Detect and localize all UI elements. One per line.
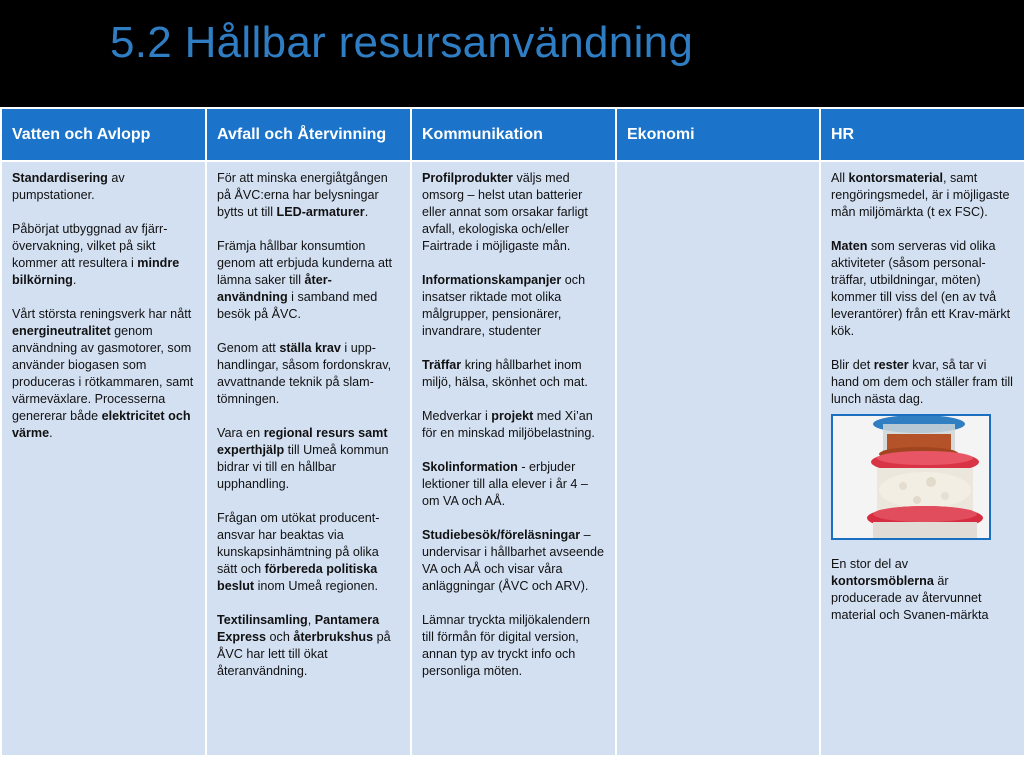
paragraph [422,272,605,340]
page-title: 5.2 Hållbar resursanvändning [110,18,694,67]
text: till Umeå kommun bidrar vi till en hållbar upphandling. [217,443,389,491]
bold-text: energineutralitet [12,324,111,338]
header-row [1,108,1024,161]
text: i samband med besök på ÅVC. [217,290,378,321]
text: . [364,205,369,219]
bold-text: elektricitet och värme [12,409,191,440]
cell-ekonomi [616,161,820,756]
text: . [72,273,77,287]
bold-text: ställa krav [279,341,341,355]
bold-text: rester [873,358,909,372]
paragraph [831,556,1014,624]
bold-text: mindre bilkörning [12,256,180,287]
paragraph [422,170,605,255]
paragraph [12,306,195,442]
text: genom användning av gasmotorer, som använder biogasen som produceras i rötkammaren, samt värmeväxlare. Processerna genererar både [12,324,194,423]
text: som serveras vid olika aktiviteter (såsom personal-träffar, utbildningar, möten) kommer till viss del (en av två leverantörer) från ett Krav-märkt kök. [831,239,1011,338]
text: Vårt största reningsverk har nått [12,307,192,321]
text: i upp-handlingar, såsom fordonskrav, avvattnande teknik på slam-tömningen. [217,341,392,406]
column-header-vatten-avlopp: Vatten och Avlopp [1,108,206,161]
text: med Xi’an för en minskad miljöbelastning. [422,409,595,440]
paragraph [831,238,1014,340]
text: . [49,426,53,440]
text: - erbjuder lektioner till alla elever i år 4 – om VA och AÅ. [422,460,588,508]
bold-text: Informationskampanjer [422,273,562,287]
bold-text: LED-armaturer [276,205,365,219]
cell-avfall-atervinning [206,161,411,756]
column-header-ekonomi: Ekonomi [616,108,820,161]
paragraph [422,459,605,510]
text: på ÅVC har lett till ökat återanvändning. [217,630,391,678]
sustainability-table [0,107,1024,757]
column-header-kommunikation: Kommunikation [411,108,616,161]
text: Genom att [217,341,280,355]
text: kvar, så tar vi hand om dem och ställer fram till lunch nästa dag. [831,358,1013,406]
text: inom Umeå regionen. [254,579,378,593]
paragraph [217,238,400,323]
text: För att minska energiåtgången på ÅVC:erna har belysningar bytts ut till [217,171,388,219]
text: kring hållbarhet inom miljö, hälsa, skönhet och mat. [422,358,588,389]
bold-text: Träffar [422,358,462,372]
cell-hr [820,161,1024,756]
bold-text: Studiebesök/föreläsningar [422,528,581,542]
paragraph [12,170,195,204]
paragraph [422,612,605,680]
column-header-avfall-atervinning: Avfall och Återvinning [206,108,411,161]
text: av pumpstationer. [12,171,125,202]
bold-text: åter-användning [217,273,332,304]
paragraph [217,170,400,221]
paragraph [217,510,400,595]
text: Frågan om utökat producent-ansvar har beaktas via kunskapsinhämtning på olika sätt och [217,511,380,576]
text: Påbörjat utbyggnad av fjärr-övervakning, vilket på sikt kommer att resultera i [12,222,168,270]
cell-kommunikation [411,161,616,756]
text: Vara en [217,426,264,440]
text: Främja hållbar konsumtion genom att erbjuda kunderna att lämna saker till [217,239,393,287]
bold-text: Profilprodukter [422,171,513,185]
paragraph [217,340,400,408]
text: Blir det [831,358,874,372]
text: är producerade av återvunnet material och Svanen-märkta [831,574,989,622]
bold-text: återbrukshus [293,630,374,644]
bold-text: regional resurs samt experthjälp [217,426,388,457]
bold-text: Skolinformation [422,460,518,474]
text: En stor del av [831,557,909,571]
food-containers-illustration [833,416,989,538]
bold-text: Standardisering [12,171,108,185]
bold-text: Maten [831,239,868,253]
text: All [831,171,849,185]
paragraph [831,357,1014,408]
content-row [1,161,1024,756]
text: och [266,630,294,644]
paragraph [831,170,1014,221]
text: Medverkar i [422,409,492,423]
text: väljs med omsorg – helst utan batterier eller annat som orsakar farligt avfall, ekologiska och/eller Fairtrade i möjligaste mån. [422,171,588,253]
cell-vatten-avlopp [1,161,206,756]
bold-text: kontorsmaterial [848,171,943,185]
text: och insatser riktade mot olika målgrupper, pensionärer, invandrare, studenter [422,273,586,338]
food-containers-image [831,414,991,540]
bold-text: projekt [491,409,534,423]
column-header-hr: HR [820,108,1024,161]
paragraph [12,221,195,289]
text: , samt rengöringsmedel, är i möjligaste mån miljömärkta (t ex FSC). [831,171,1010,219]
paragraph [422,357,605,391]
bold-text: Pantamera Express [217,613,380,644]
bold-text: förbereda politiska beslut [217,562,378,593]
paragraph [217,425,400,493]
text: – undervisar i hållbarhet avseende VA och AÅ och visar våra anläggningar (ÅVC och ARV). [422,528,605,593]
paragraph [422,408,605,442]
text: , [307,613,315,627]
paragraph [422,527,605,595]
bold-text: Textilinsamling [217,613,308,627]
paragraph [217,612,400,680]
bold-text: kontorsmöblerna [831,574,934,588]
text: Lämnar tryckta miljökalendern till förmån för digital version, annan typ av tryckt info och personliga möten. [422,613,590,678]
